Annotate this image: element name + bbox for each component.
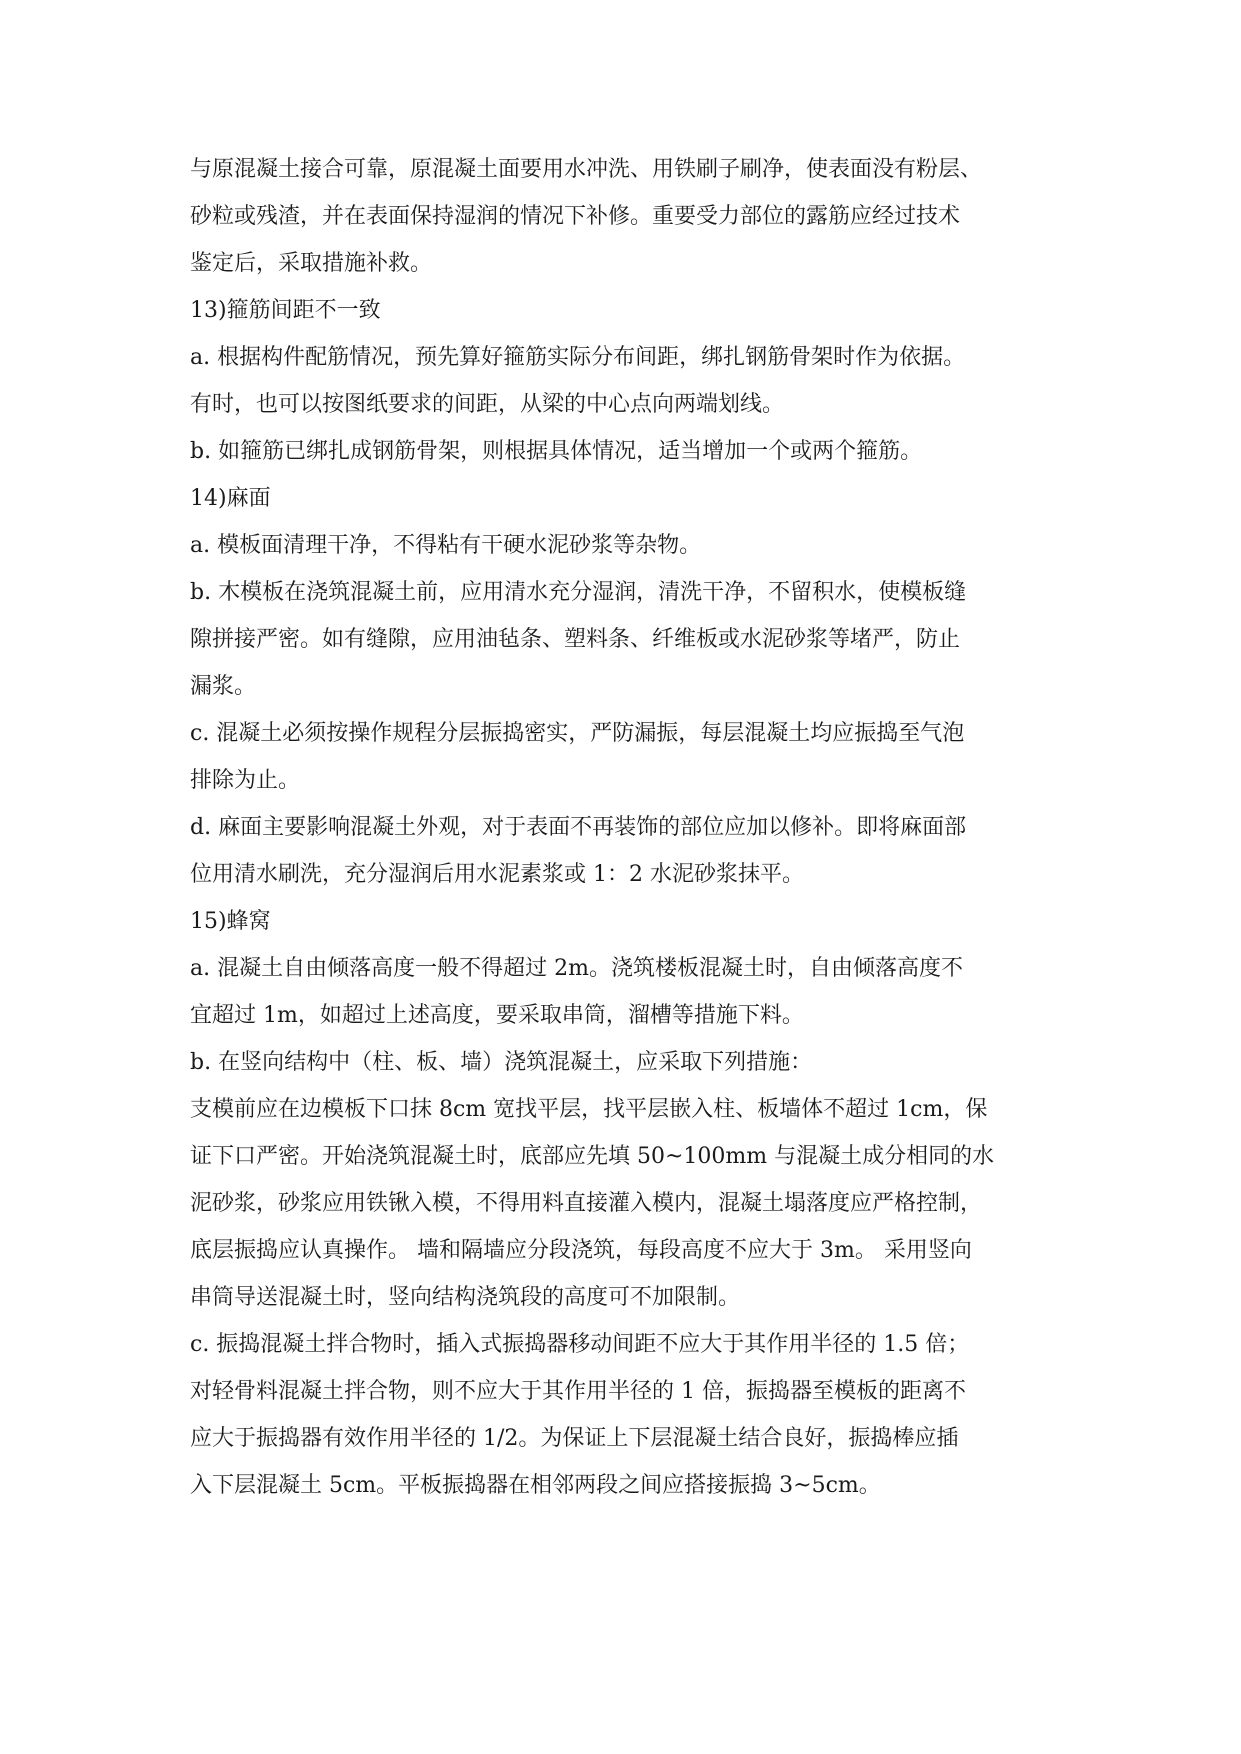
text-line: b. 如箍筋已绑扎成钢筋骨架，则根据具体情况，适当增加一个或两个箍筋。 (190, 439, 923, 464)
text-line: a. 根据构件配筋情况，预先算好箍筋实际分布间距，绑扎钢筋骨架时作为依据。 (190, 345, 966, 370)
text-line: a. 混凝土自由倾落高度一般不得超过 2m。浇筑楼板混凝土时，自由倾落高度不 (190, 956, 963, 981)
document-page (190, 152, 1090, 1515)
text-line: 鉴定后，采取措施补救。 (190, 251, 433, 276)
text-line: 位用清水刷洗，充分湿润后用水泥素浆或 1：2 水泥砂浆抹平。 (190, 862, 804, 887)
text-line: 泥砂浆，砂浆应用铁锹入模，不得用料直接灌入模内，混凝土塌落度应严格控制， (190, 1191, 983, 1216)
text-line: 漏浆。 (190, 674, 257, 699)
section-heading: 13)箍筋间距不一致 (190, 298, 381, 323)
section-heading: 14)麻面 (190, 486, 271, 511)
text-line: 宜超过 1m，如超过上述高度，要采取串筒，溜槽等措施下料。 (190, 1003, 804, 1028)
text-line: 隙拼接严密。如有缝隙，应用油毡条、塑料条、纤维板或水泥砂浆等堵严，防止 (190, 627, 961, 652)
text-line: 应大于振捣器有效作用半径的 1/2。为保证上下层混凝土结合良好，振捣棒应插 (190, 1426, 959, 1451)
text-line: 串筒导送混凝土时，竖向结构浇筑段的高度可不加限制。 (190, 1285, 741, 1310)
text-line: 底层振捣应认真操作。 墙和隔墙应分段浇筑，每段高度不应大于 3m。 采用竖向 (190, 1238, 972, 1263)
text-line: d. 麻面主要影响混凝土外观，对于表面不再装饰的部位应加以修补。即将麻面部 (190, 815, 967, 840)
text-line: 排除为止。 (190, 768, 301, 793)
text-line: b. 木模板在浇筑混凝土前，应用清水充分湿润，清洗干净，不留积水，使模板缝 (190, 580, 967, 605)
text-line: 砂粒或残渣，并在表面保持湿润的情况下补修。重要受力部位的露筋应经过技术 (190, 204, 961, 229)
text-line: c. 混凝土必须按操作规程分层振捣密实，严防漏振，每层混凝土均应振捣至气泡 (190, 721, 965, 746)
text-line: 支模前应在边模板下口抹 8cm 宽找平层，找平层嵌入柱、板墙体不超过 1cm，保 (190, 1097, 988, 1122)
text-line: 入下层混凝土 5cm。平板振捣器在相邻两段之间应搭接振捣 3~5cm。 (190, 1473, 881, 1498)
text-line: 证下口严密。开始浇筑混凝土时，底部应先填 50~100mm 与混凝土成分相同的水 (190, 1144, 995, 1169)
text-line: a. 模板面清理干净，不得粘有干硬水泥砂浆等杂物。 (190, 533, 702, 558)
text-line: 对轻骨料混凝土拌合物，则不应大于其作用半径的 1 倍，振捣器至模板的距离不 (190, 1379, 966, 1404)
text-line: 有时，也可以按图纸要求的间距，从梁的中心点向两端划线。 (190, 392, 785, 417)
section-heading: 15)蜂窝 (190, 909, 271, 934)
text-line: b. 在竖向结构中（柱、板、墙）浇筑混凝土，应采取下列措施： (190, 1050, 813, 1075)
text-line: 与原混凝土接合可靠，原混凝土面要用水冲洗、用铁刷子刷净，使表面没有粉层、 (190, 157, 983, 182)
text-line: c. 振捣混凝土拌合物时，插入式振捣器移动间距不应大于其作用半径的 1.5 倍； (190, 1332, 970, 1357)
